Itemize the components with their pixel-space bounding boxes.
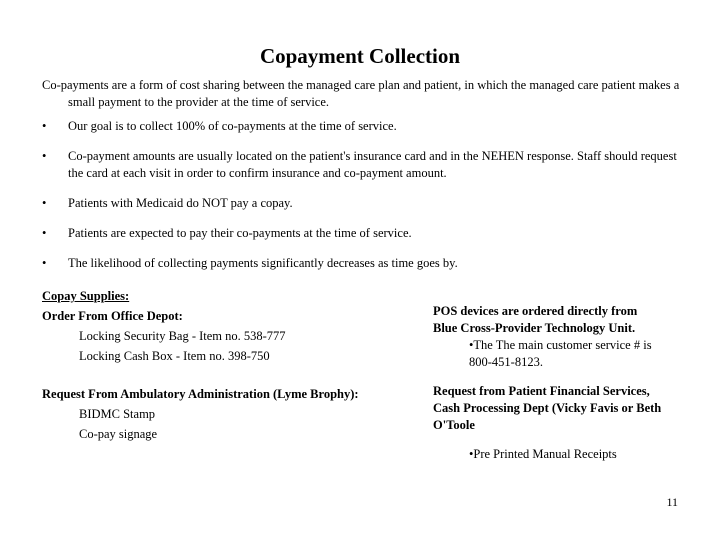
bullet-dot-icon: •	[42, 196, 47, 210]
bullet-item	[42, 118, 682, 135]
pos-detail-line: •The The main customer service # is	[469, 338, 652, 352]
bullet-dot-icon: •	[42, 226, 47, 240]
pos-section	[433, 303, 693, 463]
pfs-heading-line: O'Toole	[433, 418, 475, 432]
bullet-item	[42, 195, 682, 212]
pos-detail-line: 800-451-8123.	[469, 355, 543, 369]
pos-heading-line: POS devices are ordered directly from	[433, 304, 638, 318]
pfs-heading-line: Cash Processing Dept (Vicky Favis or Beth	[433, 401, 662, 415]
office-depot-heading: Order From Office Depot:	[42, 309, 183, 323]
bullet-dot-icon: •	[42, 256, 47, 270]
bullet-text: Patients are expected to pay their co-payments at the time of service.	[68, 226, 412, 240]
bullet-text: Co-payment amounts are usually located on the patient's insurance card and in the NEHEN response. Staff should request the card at each visit in order to confirm insurance and co-payment amount.	[68, 149, 677, 180]
bullet-item	[42, 255, 682, 272]
bullet-list	[42, 118, 682, 285]
bullet-dot-icon: •	[42, 149, 47, 163]
page-number: 11	[666, 495, 678, 509]
supplies-heading: Copay Supplies:	[42, 289, 130, 303]
bullet-item	[42, 148, 682, 182]
slide-title: Copayment Collection	[259, 44, 461, 68]
ambulatory-heading: Request From Ambulatory Administration (Lyme Brophy):	[42, 387, 359, 401]
supply-item: Co-pay signage	[79, 427, 158, 441]
bullet-text: The likelihood of collecting payments significantly decreases as time goes by.	[68, 256, 458, 270]
bullet-dot-icon: •	[42, 119, 47, 133]
supply-item: Locking Cash Box - Item no. 398-750	[79, 349, 270, 363]
bullet-text: Our goal is to collect 100% of co-payments at the time of service.	[68, 119, 397, 133]
pos-heading-line: Blue Cross-Provider Technology Unit.	[433, 321, 636, 335]
supply-item: BIDMC Stamp	[79, 407, 156, 421]
bullet-text: Patients with Medicaid do NOT pay a copay.	[68, 196, 293, 210]
supply-item: Locking Security Bag - Item no. 538-777	[79, 329, 286, 343]
pfs-item: •Pre Printed Manual Receipts	[469, 447, 617, 461]
pfs-heading-line: Request from Patient Financial Services,	[433, 384, 650, 398]
bullet-item	[42, 225, 682, 242]
intro-paragraph: Co-payments are a form of cost sharing between the managed care plan and patient, in which the managed care patient makes a small payment to the provider at the time of service.	[42, 78, 680, 109]
supplies-section	[42, 286, 422, 444]
